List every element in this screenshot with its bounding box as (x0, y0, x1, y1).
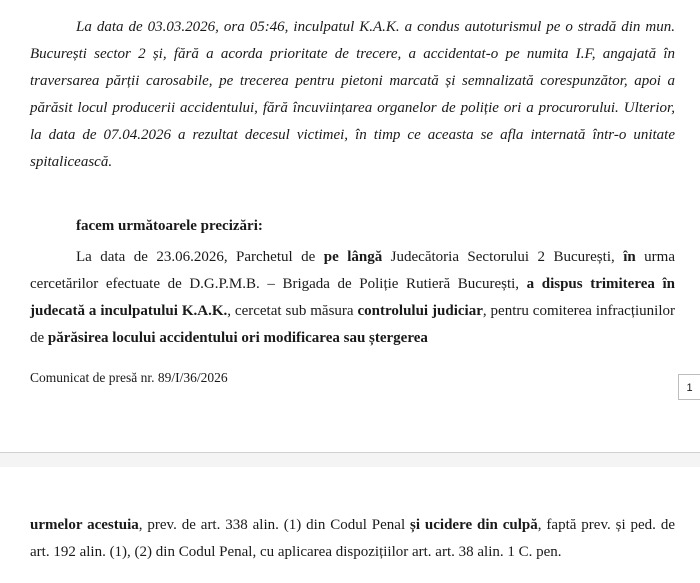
page-separator (0, 452, 700, 468)
bold-run: controlului judiciar (357, 303, 483, 319)
text-run: La data de 23.06.2026, Parchetul de (76, 249, 324, 265)
case-description-paragraph: La data de 03.03.2026, ora 05:46, inculpatul K.A.K. a condus autoturismul pe o stradă din mun. București sector 2 și, fără a acorda prioritate de trecere, a accidentat-o pe numita I.F, angajată în traversarea părții carosabile, pe trecerea pentru pietoni marcată și semnalizată corespunzător, apoi a părăsit locul producerii accidentului, fără încuviințarea organelor de poliție ori a procurorului. Ulterior, la data de 07.04.2026 a rezultat decesul victimei, în timp ce aceasta se afla internată într-o unitate spitalicească. (30, 19, 675, 170)
bold-run: părăsirea locului accidentului ori modificarea sau ștergerea (47, 330, 428, 346)
text-run: Judecătoria Sectorului 2 București, (382, 249, 624, 265)
text-run: , cercetat sub măsura (227, 303, 358, 319)
section-heading: facem următoarele precizări: (76, 218, 263, 234)
text-run: , pentru comiterea infracțiunilor de (30, 303, 675, 346)
bold-run: în (623, 249, 636, 265)
page-number: 1 (678, 374, 700, 400)
bold-run: urmelor acestuia (30, 517, 139, 533)
text-run: , prev. de art. 338 alin. (1) din Codul Penal (138, 517, 411, 533)
bold-run: pe lângă (323, 249, 383, 265)
bold-run: a dispus trimiterea în judecată a inculpatului K.A.K. (30, 276, 675, 319)
indictment-paragraph (30, 244, 675, 352)
bold-run: și ucidere din culpă (410, 517, 538, 533)
page-footer: Comunicat de presă nr. 89/I/36/2026 (30, 370, 228, 385)
text-run: , faptă prev. și ped. de art. 192 alin. (1), (2) din Codul Penal, cu aplicarea dispozițiilor art. art. 38 alin. 1 C. pen. (30, 517, 675, 560)
text-run: urma cercetărilor efectuate de D.G.P.M.B. – Brigada de Poliție Rutieră București, (30, 249, 675, 292)
continuation-paragraph (30, 512, 675, 566)
